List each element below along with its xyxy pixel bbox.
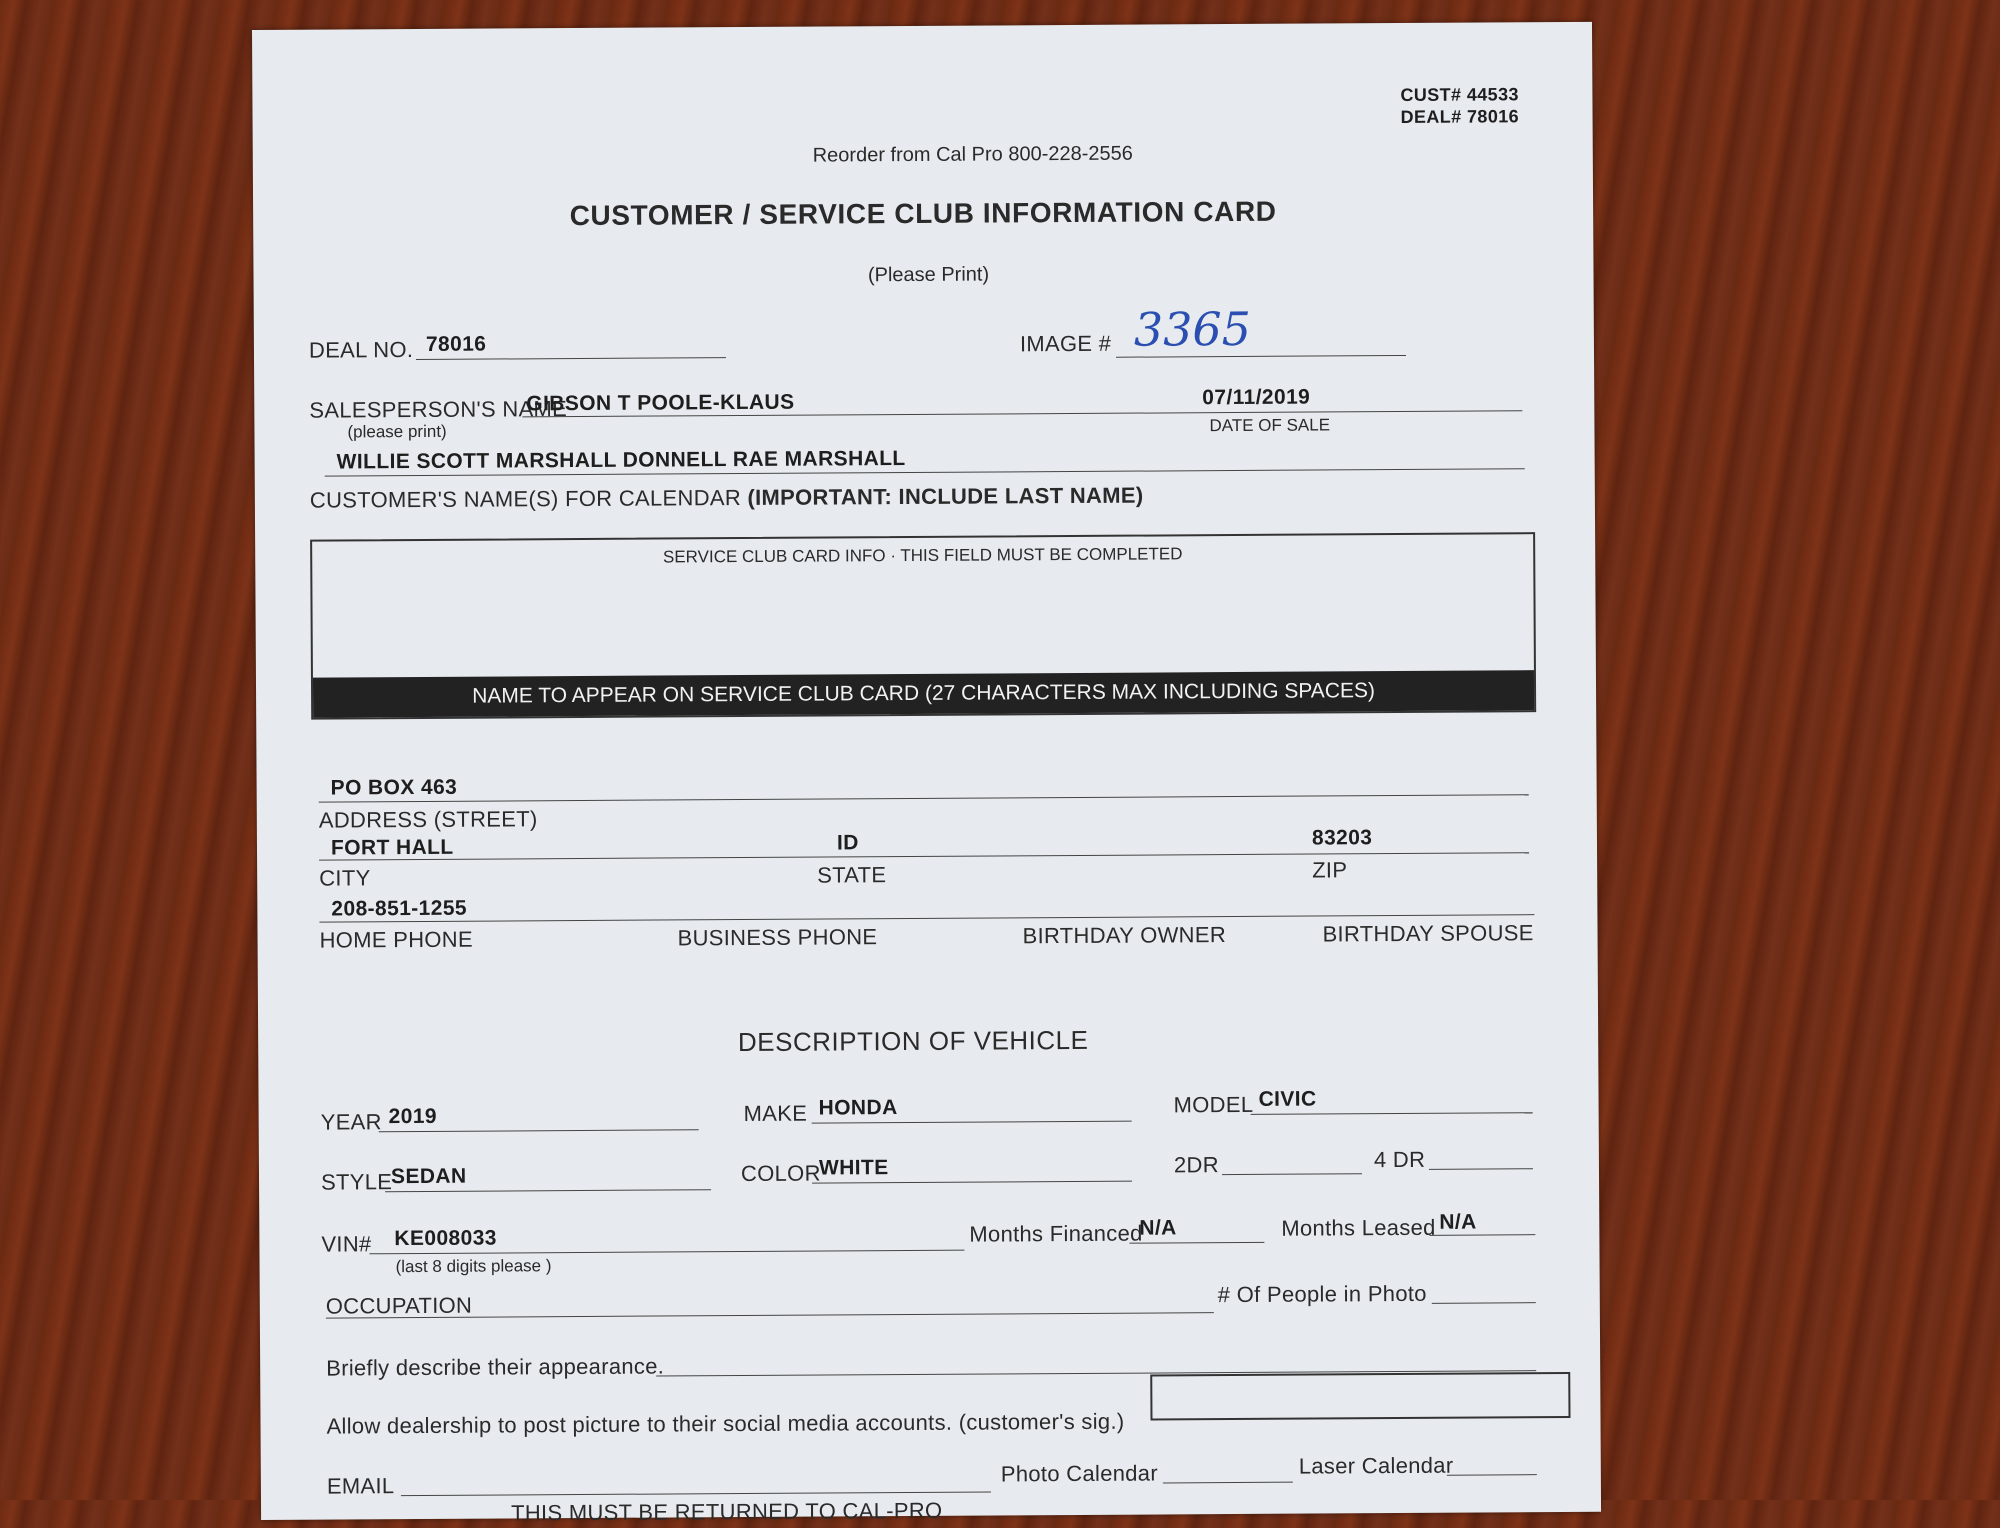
occupation-label: OCCUPATION bbox=[325, 1292, 473, 1319]
make-label: MAKE bbox=[743, 1100, 808, 1127]
months-leased-label: Months Leased bbox=[1281, 1214, 1436, 1241]
months-leased-line bbox=[1429, 1234, 1535, 1236]
state-value[interactable]: ID bbox=[836, 831, 859, 855]
laser-calendar-line[interactable] bbox=[1447, 1474, 1537, 1476]
customer-names-value[interactable]: WILLIE SCOTT MARSHALL DONNELL RAE MARSHALL bbox=[336, 447, 906, 474]
customer-names-important: (IMPORTANT: INCLUDE LAST NAME) bbox=[747, 482, 1144, 510]
sale-date-label: DATE OF SALE bbox=[1209, 415, 1331, 436]
return-note: THIS MUST BE RETURNED TO CAL-PRO bbox=[510, 1497, 943, 1526]
email-line[interactable] bbox=[401, 1492, 991, 1497]
vin-value[interactable]: KE008033 bbox=[394, 1226, 497, 1251]
customer-names-label bbox=[310, 483, 1144, 514]
four-door-line[interactable] bbox=[1429, 1168, 1533, 1170]
make-value[interactable]: HONDA bbox=[818, 1096, 898, 1120]
salesperson-sublabel: (please print) bbox=[347, 421, 447, 442]
city-label: CITY bbox=[319, 865, 371, 891]
social-media-label: Allow dealership to post picture to their social media accounts. (customer's sig.) bbox=[326, 1408, 1125, 1439]
email-label: EMAIL bbox=[326, 1473, 395, 1499]
color-value[interactable]: WHITE bbox=[818, 1156, 889, 1180]
style-label: STYLE bbox=[320, 1169, 393, 1195]
photo-calendar-line[interactable] bbox=[1163, 1482, 1293, 1484]
salesperson-value[interactable]: GIBSON T POOLE-KLAUS bbox=[526, 390, 795, 416]
color-line bbox=[812, 1181, 1132, 1184]
city-line bbox=[319, 852, 1529, 860]
customer-names-label-text: CUSTOMER'S NAME(S) FOR CALENDAR bbox=[309, 485, 742, 513]
vin-label: VIN# bbox=[321, 1231, 372, 1257]
vehicle-section-title: DESCRIPTION OF VEHICLE bbox=[737, 1024, 1089, 1058]
months-financed-label: Months Financed bbox=[969, 1220, 1143, 1247]
zip-label: ZIP bbox=[1312, 857, 1348, 883]
deal-no-label: DEAL NO. bbox=[308, 337, 414, 363]
appearance-label: Briefly describe their appearance. bbox=[326, 1353, 665, 1381]
vin-note: (last 8 digits please ) bbox=[395, 1256, 552, 1277]
form-title: CUSTOMER / SERVICE CLUB INFORMATION CARD bbox=[569, 195, 1277, 232]
deal-number-top: DEAL# 78016 bbox=[1400, 106, 1520, 127]
make-line bbox=[812, 1121, 1132, 1124]
four-door-label: 4 DR bbox=[1373, 1146, 1426, 1173]
months-financed-value[interactable]: N/A bbox=[1139, 1216, 1177, 1240]
state-label: STATE bbox=[817, 862, 887, 888]
reorder-note: Reorder from Cal Pro 800-228-2556 bbox=[812, 142, 1133, 167]
city-value[interactable]: FORT HALL bbox=[330, 835, 454, 860]
model-label: MODEL bbox=[1173, 1091, 1254, 1118]
birthday-owner-label: BIRTHDAY OWNER bbox=[1022, 922, 1227, 949]
two-door-label: 2DR bbox=[1173, 1152, 1219, 1178]
people-in-photo-line[interactable] bbox=[1432, 1302, 1536, 1304]
business-phone-label: BUSINESS PHONE bbox=[677, 924, 878, 951]
sale-date-value[interactable]: 07/11/2019 bbox=[1202, 385, 1311, 410]
color-label: COLOR bbox=[740, 1160, 821, 1187]
year-line bbox=[379, 1129, 699, 1132]
months-leased-value[interactable]: N/A bbox=[1439, 1210, 1477, 1234]
please-print-note: (Please Print) bbox=[867, 263, 990, 287]
salesperson-label: SALESPERSON'S NAME bbox=[309, 396, 568, 423]
deal-no-value[interactable]: 78016 bbox=[425, 332, 487, 356]
home-phone-label: HOME PHONE bbox=[319, 926, 473, 953]
info-card-paper bbox=[252, 22, 1601, 1526]
months-financed-line bbox=[1129, 1242, 1264, 1244]
customer-signature-box[interactable] bbox=[1150, 1372, 1570, 1421]
image-value[interactable]: 3365 bbox=[1133, 301, 1252, 357]
model-line bbox=[1251, 1112, 1533, 1115]
people-in-photo-label: # Of People in Photo bbox=[1217, 1280, 1427, 1308]
photo-calendar-label: Photo Calendar bbox=[1000, 1460, 1159, 1487]
street-label: ADDRESS (STREET) bbox=[318, 806, 538, 833]
laser-calendar-label: Laser Calendar bbox=[1298, 1452, 1454, 1479]
style-value[interactable]: SEDAN bbox=[390, 1164, 467, 1189]
service-club-box[interactable] bbox=[310, 532, 1536, 719]
model-value[interactable]: CIVIC bbox=[1258, 1087, 1317, 1111]
street-value[interactable]: PO BOX 463 bbox=[330, 775, 458, 800]
year-value[interactable]: 2019 bbox=[388, 1104, 438, 1129]
home-phone-value[interactable]: 208-851-1255 bbox=[331, 896, 468, 921]
birthday-spouse-label: BIRTHDAY SPOUSE bbox=[1322, 920, 1534, 947]
zip-value[interactable]: 83203 bbox=[1311, 826, 1373, 850]
image-label: IMAGE # bbox=[1019, 330, 1112, 357]
style-line bbox=[385, 1189, 711, 1192]
cust-number: CUST# 44533 bbox=[1400, 84, 1519, 105]
street-line bbox=[319, 794, 1529, 802]
service-club-box-header: SERVICE CLUB CARD INFO · THIS FIELD MUST BE COMPLETED bbox=[662, 544, 1183, 567]
service-club-name-bar: NAME TO APPEAR ON SERVICE CLUB CARD (27 CHARACTERS MAX INCLUDING SPACES) bbox=[313, 670, 1534, 717]
year-label: YEAR bbox=[320, 1109, 382, 1135]
deal-no-line bbox=[416, 357, 726, 360]
two-door-line[interactable] bbox=[1222, 1173, 1362, 1175]
